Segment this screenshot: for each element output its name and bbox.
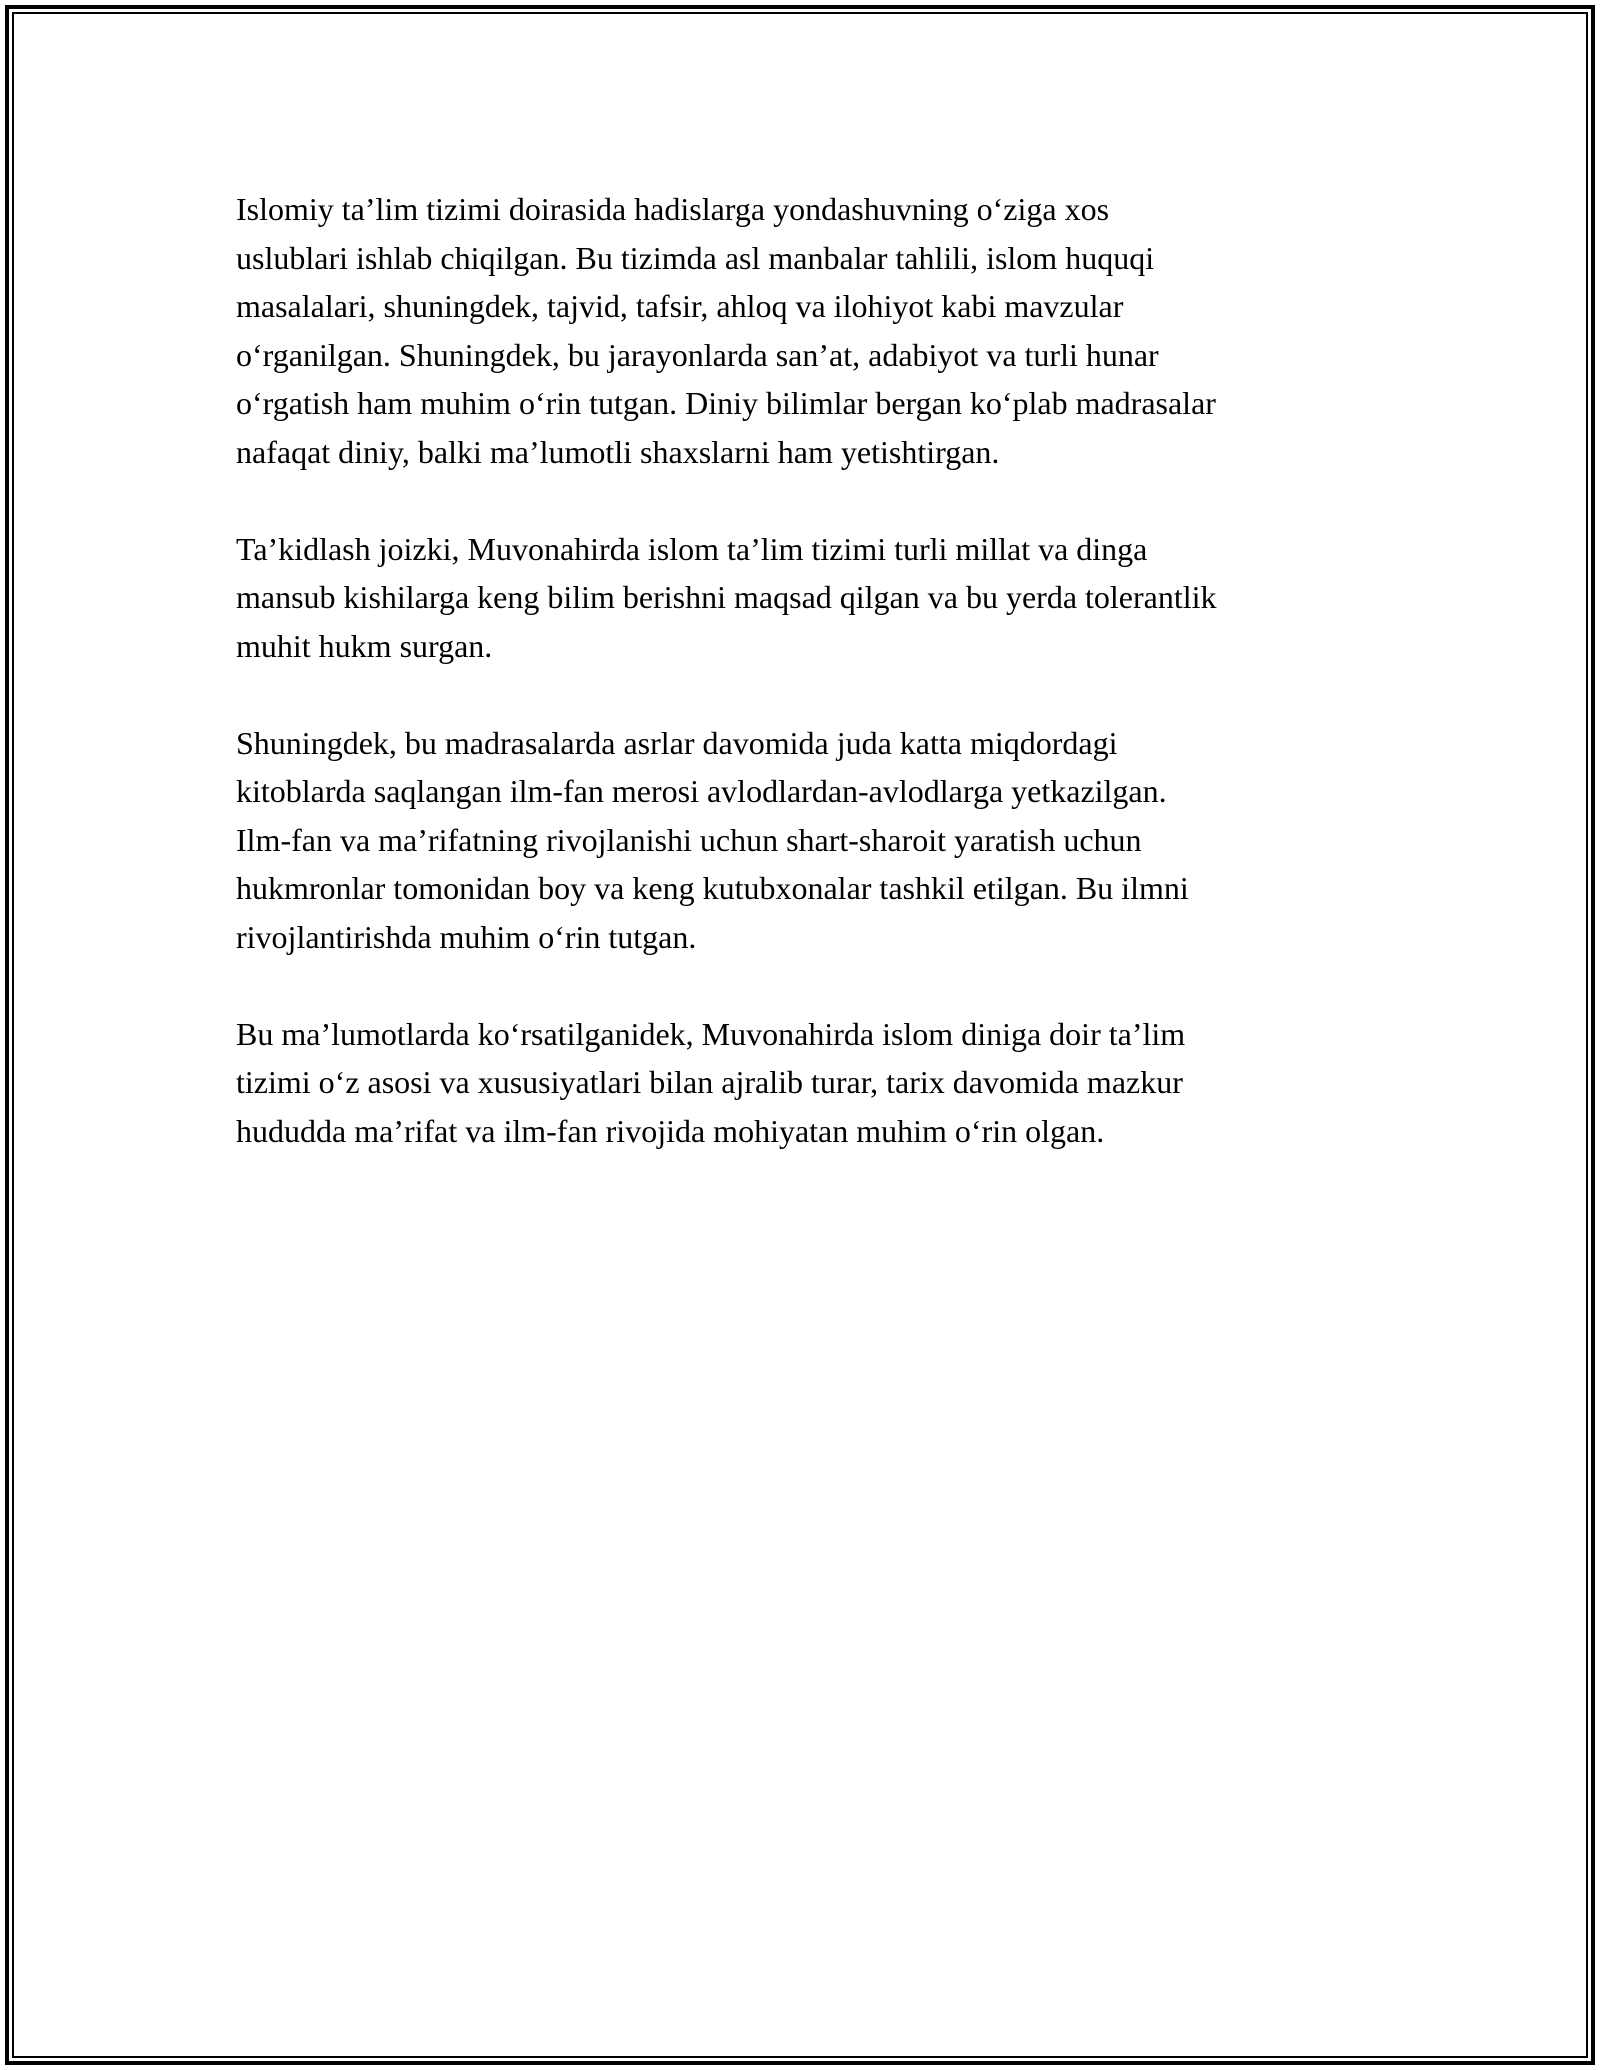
paragraph-4: Bu ma’lumotlarda ko‘rsatilganidek, Muvonahirda islom diniga doir ta’lim tizimi o‘z asosi va xususiyatlari bilan ajralib turar, tarix davomida mazkur hududda ma’rifat va ilm-fan rivojida mohiyatan muhim o‘rin olgan. (236, 1015, 1186, 1149)
paragraph-2: Ta’kidlash joizki, Muvonahirda islom ta’lim tizimi turli millat va dinga mansub kishilarga keng bilim berishni maqsad qilgan va bu yerda tolerantlik muhit hukm surgan. (236, 530, 1217, 664)
paragraph-1: Islomiy ta’lim tizimi doirasida hadislarga yondashuvning o‘ziga xos uslublari ishlab chiqilgan. Bu tizimda asl manbalar tahlili, islom huquqi masalalari, shuningdek, tajvid, tafsir, ahloq va ilohiyot kabi mavzular o‘rganilgan. Shuningdek, bu jarayonlarda san’at, adabiyot va turli hunar o‘rgatish ham muhim o‘rin tutgan. Diniy bilimlar bergan ko‘plab madrasalar nafaqat diniy, balki ma’lumotli shaxslarni ham yetishtirgan. (236, 191, 1216, 470)
document-body (236, 185, 1386, 1204)
paragraph-3: Shuningdek, bu madrasalarda asrlar davomida juda katta miqdordagi kitoblarda saqlangan ilm-fan merosi avlodlardan-avlodlarga yetkazilgan. Ilm-fan va ma’rifatning rivojlanishi uchun shart-sharoit yaratish uchun hukmronlar tomonidan boy va keng kutubxonalar tashkil etilgan. Bu ilmni rivojlantirishda muhim o‘rin tutgan. (236, 724, 1189, 955)
